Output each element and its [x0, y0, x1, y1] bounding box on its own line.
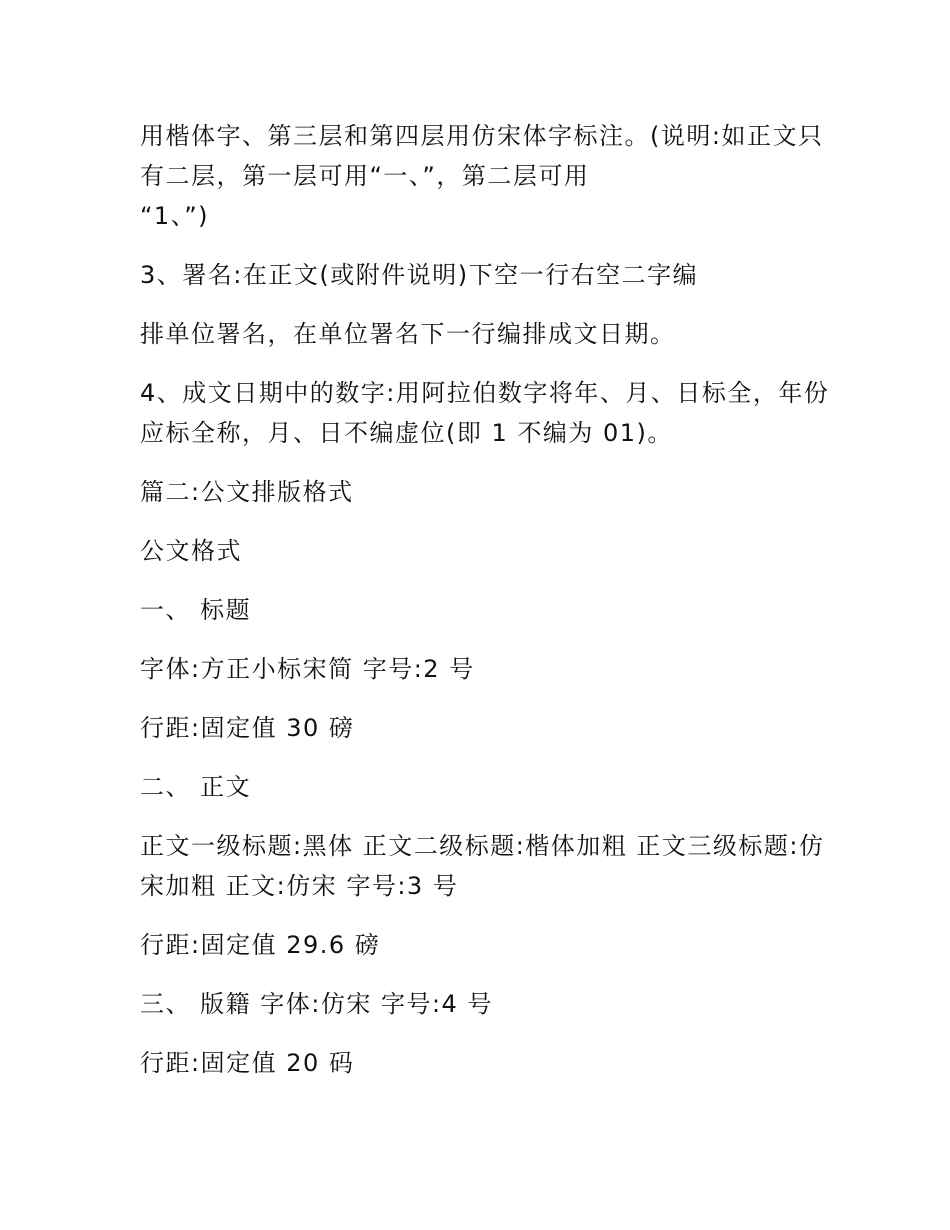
- title-line-spacing: 行距:固定值 30 磅: [140, 714, 355, 742]
- heading-title: 一、 标题: [140, 596, 252, 624]
- heading-colophon: 三、 版籍 字体:仿宋 字号:4 号: [140, 990, 493, 1018]
- heading-document-format: 公文格式: [140, 537, 242, 565]
- paragraph-signature-1: 3、署名:在正文(或附件说明)下空一行右空二字编: [140, 261, 699, 289]
- paragraph-font-notes: 用楷体字、第三层和第四层用仿宋体字标注。(说明:如正文只有二层，第一层可用“一、”，第二层可用 “1、”): [140, 122, 824, 230]
- paragraph-signature-2: 排单位署名，在单位署名下一行编排成文日期。: [140, 320, 676, 348]
- heading-body: 二、 正文: [140, 773, 252, 801]
- title-font-spec: 字体:方正小标宋简 字号:2 号: [140, 655, 475, 683]
- colophon-line-spacing: 行距:固定值 20 码: [140, 1049, 355, 1077]
- body-font-spec: 正文一级标题:黑体 正文二级标题:楷体加粗 正文三级标题:仿宋加粗 正文:仿宋 字号:3 号: [140, 832, 825, 900]
- section-heading-part-two: 篇二:公文排版格式: [140, 478, 354, 506]
- body-line-spacing: 行距:固定值 29.6 磅: [140, 931, 381, 959]
- document-body: [140, 116, 830, 1102]
- paragraph-date-numbers: 4、成文日期中的数字:用阿拉伯数字将年、月、日标全，年份应标全称，月、日不编虚位(即 1 不编为 01)。: [140, 379, 830, 447]
